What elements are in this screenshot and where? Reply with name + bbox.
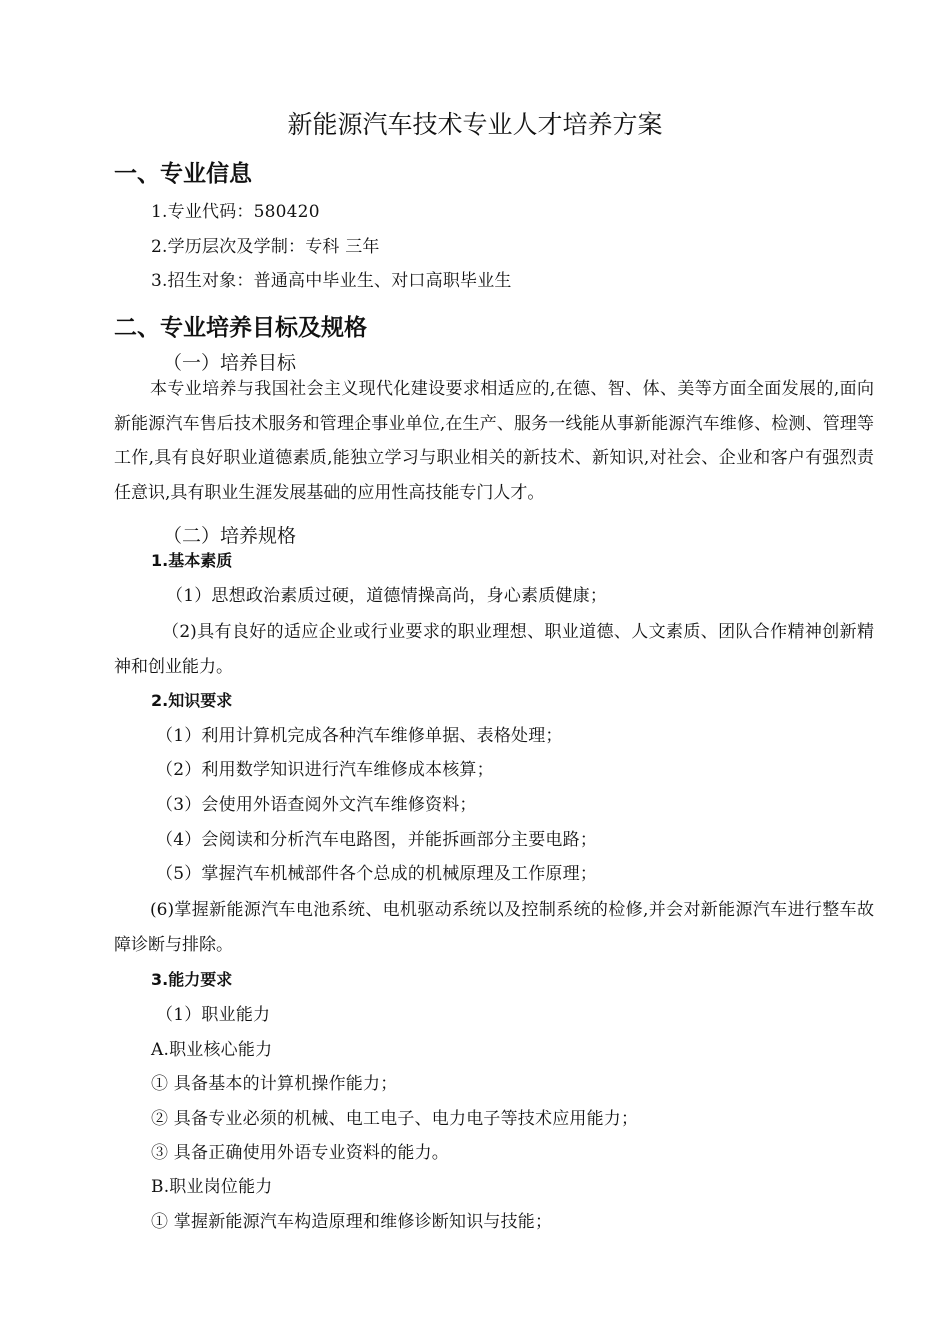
goal-paragraph: 本专业培养与我国社会主义现代化建设要求相适应的,在德、智、体、美等方面全面发展的,面向新能源汽车售后技术服务和管理企事业单位,在生产、服务一线能从事新能源汽车维修、检测、管理等工作,具有良好职业道德素质,能独立学习与职业相关的新技术、新知识,对社会、企业和客户有强烈责任意识,具有职业生涯发展基础的应用性高技能专门人才。 bbox=[114, 379, 874, 503]
ability-heading: 3.能力要求 bbox=[151, 970, 233, 989]
quality-item-2: （2)具有良好的适应企业或行业要求的职业理想、职业道德、人文素质、团队合作精神创新精神和创业能力。 bbox=[114, 622, 874, 677]
knowledge-heading: 2.知识要求 bbox=[151, 691, 233, 710]
ability-sub-vocational: （1）职业能力 bbox=[156, 1005, 271, 1025]
info-item-target: 3.招生对象：普通高中毕业生、对口高职毕业生 bbox=[151, 271, 512, 291]
ability-core-item-2: ② 具备专业必须的机械、电工电子、电力电子等技术应用能力； bbox=[151, 1109, 639, 1129]
knowledge-item-2: （2）利用数学知识进行汽车维修成本核算； bbox=[156, 760, 494, 780]
page-title: 新能源汽车技术专业人才培养方案 bbox=[287, 110, 663, 139]
knowledge-item-6: (6)掌握新能源汽车电池系统、电机驱动系统以及控制系统的检修,并会对新能源汽车进行整车故障诊断与排除。 bbox=[114, 900, 874, 955]
ability-post-item-1: ① 掌握新能源汽车构造原理和维修诊断知识与技能； bbox=[151, 1212, 553, 1232]
knowledge-item-1: （1）利用计算机完成各种汽车维修单据、表格处理； bbox=[156, 726, 563, 746]
ability-core-heading: A.职业核心能力 bbox=[151, 1040, 273, 1060]
knowledge-item-5: （5）掌握汽车机械部件各个总成的机械原理及工作原理； bbox=[156, 864, 598, 884]
ability-core-item-1: ① 具备基本的计算机操作能力； bbox=[151, 1074, 398, 1094]
info-item-code: 1.专业代码：580420 bbox=[151, 202, 320, 222]
subsection-heading-goal: （一）培养目标 bbox=[163, 352, 297, 374]
subsection-heading-spec: （二）培养规格 bbox=[163, 525, 297, 547]
section-heading-goals: 二、专业培养目标及规格 bbox=[114, 315, 367, 341]
quality-item-1: （1）思想政治素质过硬，道德情操高尚，身心素质健康； bbox=[166, 586, 608, 606]
info-item-level: 2.学历层次及学制：专科 三年 bbox=[151, 237, 380, 257]
section-heading-info: 一、专业信息 bbox=[114, 161, 252, 187]
knowledge-item-3: （3）会使用外语查阅外文汽车维修资料； bbox=[156, 795, 477, 815]
ability-post-heading: B.职业岗位能力 bbox=[151, 1177, 273, 1197]
quality-heading: 1.基本素质 bbox=[151, 551, 233, 570]
ability-core-item-3: ③ 具备正确使用外语专业资料的能力。 bbox=[151, 1143, 450, 1163]
knowledge-item-4: （4）会阅读和分析汽车电路图，并能拆画部分主要电路； bbox=[156, 830, 598, 850]
